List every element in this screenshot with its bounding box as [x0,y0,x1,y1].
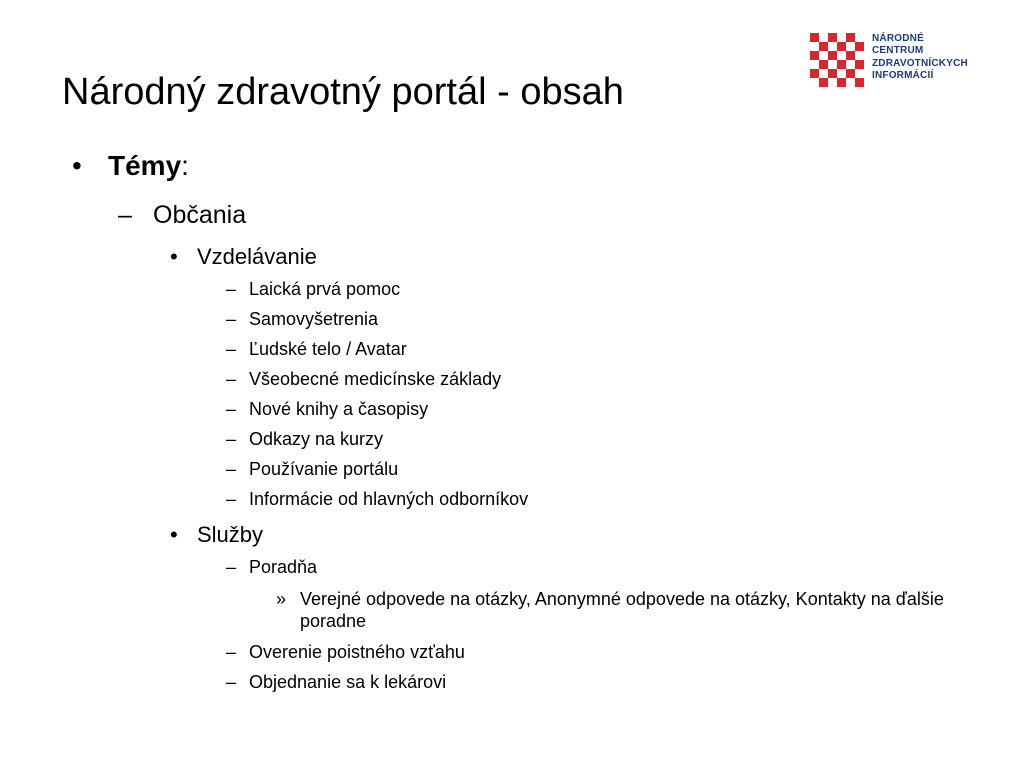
raquo-marker: » [276,589,287,609]
bullet-marker: • [170,522,178,547]
slide-title: Národný zdravotný portál - obsah [62,71,624,113]
dash-marker: – [226,279,237,299]
dash-marker: – [226,672,237,692]
logo-square [855,60,864,69]
logo-square [810,51,819,60]
list-item-label: Informácie od hlavných odborníkov [249,489,529,509]
logo-line: INFORMÁCIÍ [872,69,934,81]
logo-square [855,42,864,51]
list-item-label: Nové knihy a časopisy [249,399,429,419]
bullet-marker: • [170,244,178,269]
logo-line: NÁRODNÉ [872,33,924,44]
dash-marker: – [226,369,237,389]
topics-colon: : [181,150,189,181]
section-label: Vzdelávanie [197,244,317,269]
logo-square [846,69,855,78]
dash-marker: – [226,309,237,329]
logo-square [819,60,828,69]
list-item-label: Ľudské telo / Avatar [249,339,407,359]
list-item-label: Všeobecné medicínske základy [249,369,502,389]
sub-list-item-label: Verejné odpovede na otázky, Anonymné odpovede na otázky, Kontakty na ďalšie poradne [300,589,944,631]
list-item-label: Overenie poistného vzťahu [249,642,465,662]
list-item-label: Odkazy na kurzy [249,429,384,449]
topics-bold: Témy [108,150,182,181]
logo-square [855,78,864,87]
logo-square [828,69,837,78]
dash-marker: – [226,429,237,449]
section-label: Služby [197,522,264,547]
dash-marker: – [226,489,237,509]
nczi-logo [808,33,988,91]
dash-marker: – [118,201,132,229]
logo-square [810,33,819,42]
logo-square [837,42,846,51]
topics-heading [108,150,189,182]
logo-square [828,33,837,42]
logo-square [828,51,837,60]
list-item-label: Používanie portálu [249,459,399,479]
logo-square [819,42,828,51]
logo-line: ZDRAVOTNÍCKYCH [872,57,968,69]
dash-marker: – [226,459,237,479]
logo-square [837,78,846,87]
logo-square [837,60,846,69]
list-item-label: Laická prvá pomoc [249,279,401,299]
dash-marker: – [226,339,237,359]
logo-square [810,69,819,78]
dash-marker: – [226,642,237,662]
group-label: Občania [153,201,247,229]
bullet-marker: • [72,150,82,181]
logo-wordmark [872,33,968,82]
list-item-label: Samovyšetrenia [249,309,379,329]
dash-marker: – [226,557,237,577]
logo-square [819,78,828,87]
logo-square [846,33,855,42]
checkered-logo-icon [808,33,866,87]
logo-line: CENTRUM [872,45,924,57]
list-item-label: Objednanie sa k lekárovi [249,672,447,692]
dash-marker: – [226,399,237,419]
list-item-label: Poradňa [249,557,318,577]
logo-square [846,51,855,60]
